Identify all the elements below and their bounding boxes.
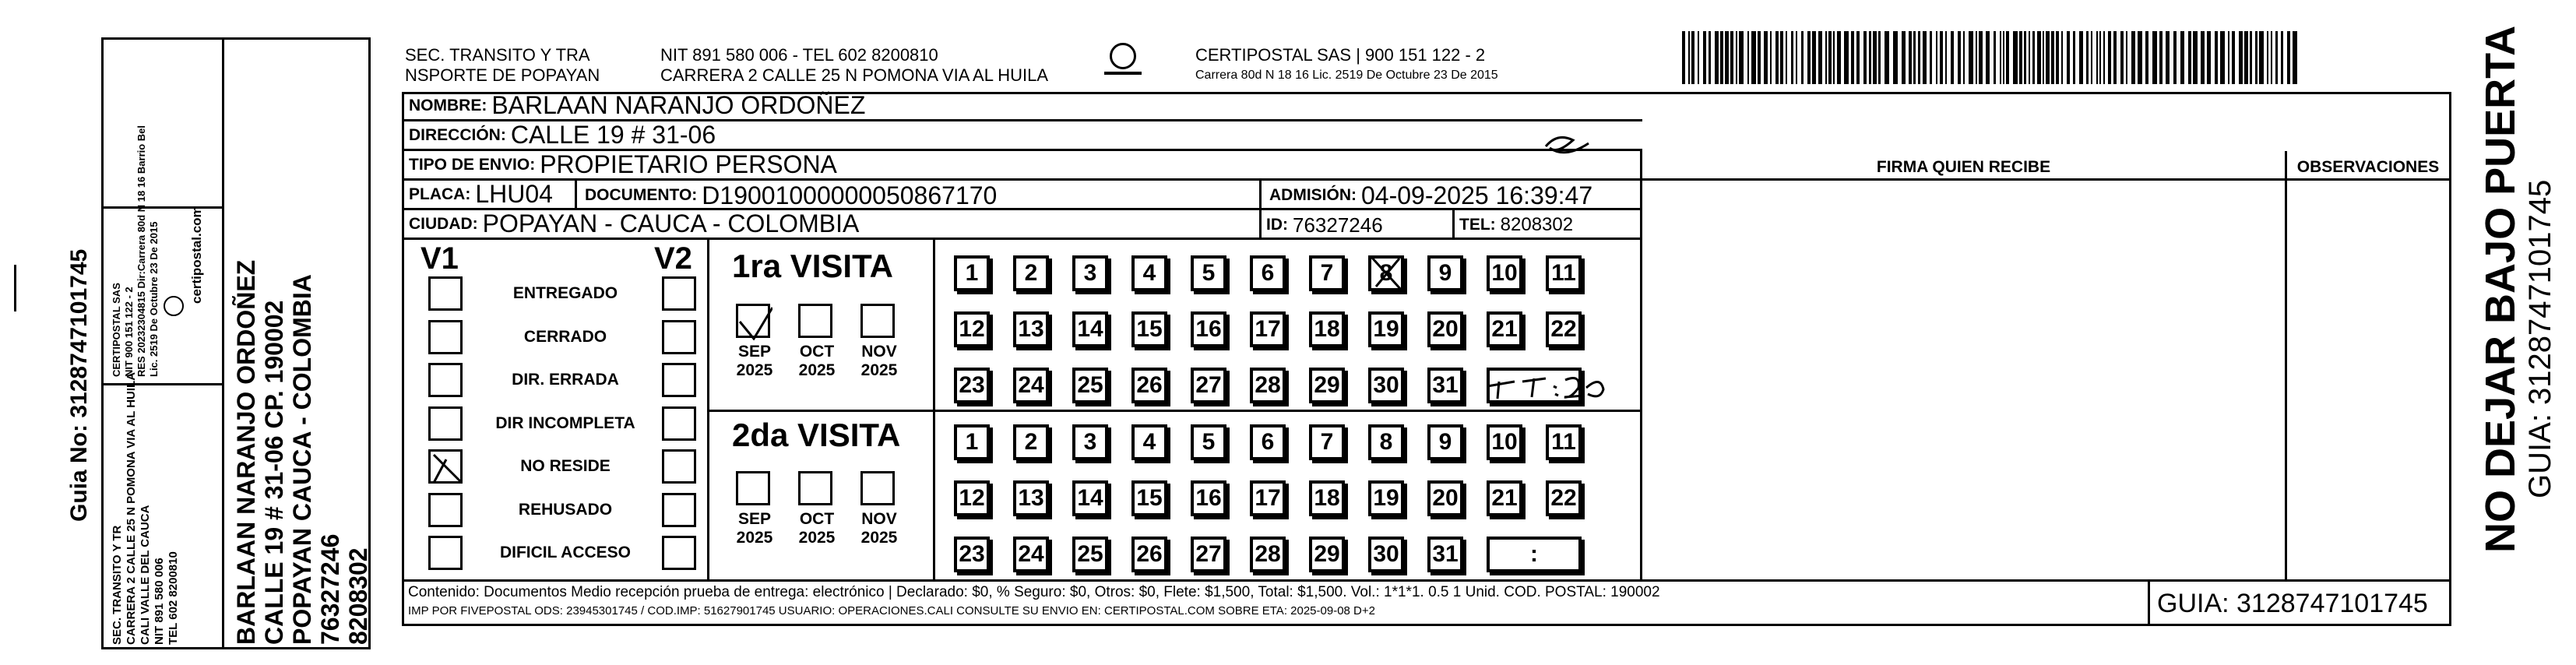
day-box[interactable]: 20 xyxy=(1427,311,1463,347)
documento-value: D19001000000050867170 xyxy=(702,181,998,209)
day-box[interactable]: 9 xyxy=(1427,255,1463,291)
placa-label: PLACA: xyxy=(409,185,471,203)
day-box[interactable]: 10 xyxy=(1487,424,1522,460)
day-box[interactable]: 25 xyxy=(1072,537,1108,572)
v1-checkbox[interactable] xyxy=(428,276,463,311)
month-label xyxy=(731,343,778,380)
day-check-mark xyxy=(1368,255,1406,297)
day-box[interactable]: 18 xyxy=(1309,480,1345,516)
sender-name-line1: SEC. TRANSITO Y TRA xyxy=(405,45,590,65)
visits-divider xyxy=(707,410,1640,412)
left-recipient-line: POPAYAN CAUCA - COLOMBIA xyxy=(288,274,316,645)
day-box[interactable]: 29 xyxy=(1309,537,1345,572)
day-box[interactable]: 12 xyxy=(954,311,990,347)
day-box[interactable]: 3 xyxy=(1072,424,1108,460)
left-sender-line: SEC. TRANSITO Y TR xyxy=(111,525,124,645)
day-box[interactable]: 31 xyxy=(1427,537,1463,572)
day-box[interactable]: 28 xyxy=(1250,537,1286,572)
month-year: 2025 xyxy=(736,529,773,547)
courier-logo-icon xyxy=(1110,43,1136,69)
day-box[interactable]: 2 xyxy=(1013,255,1049,291)
month-year: 2025 xyxy=(860,529,898,547)
day-box[interactable]: 6 xyxy=(1250,255,1286,291)
month-checkbox[interactable] xyxy=(798,471,832,505)
second-visit-label: 2da VISITA xyxy=(732,417,901,453)
left-courier-line: Lic. 2519 De Octubre 23 De 2015 xyxy=(148,221,160,377)
documento-cell xyxy=(580,181,997,210)
day-box[interactable]: 15 xyxy=(1131,480,1167,516)
left-courier-line: CERTIPOSTAL SAS xyxy=(111,283,122,377)
v2-checkbox[interactable] xyxy=(662,449,696,484)
day-box[interactable]: 30 xyxy=(1368,537,1404,572)
courier-name: CERTIPOSTAL SAS | 900 151 122 - 2 xyxy=(1195,45,1486,65)
month-checkbox[interactable] xyxy=(736,304,770,338)
sender-address: CARRERA 2 CALLE 25 N POMONA VIA AL HUILA xyxy=(660,65,1049,85)
courier-address: Carrera 80d N 18 16 Lic. 2519 De Octubre 23 De 2015 xyxy=(1195,69,1498,82)
courier-info-header xyxy=(1195,45,1498,86)
day-box[interactable]: 30 xyxy=(1368,368,1404,403)
left-tick xyxy=(14,265,16,311)
sender-info-header xyxy=(660,45,1048,86)
day-box[interactable]: 25 xyxy=(1072,368,1108,403)
day-box[interactable]: 8 xyxy=(1368,424,1404,460)
admision-label: ADMISIÓN: xyxy=(1269,186,1357,204)
tel-value: 8208302 xyxy=(1500,214,1574,235)
day-box[interactable]: 19 xyxy=(1368,311,1404,347)
v2-checkbox[interactable] xyxy=(662,536,696,570)
left-courier-block xyxy=(111,125,160,377)
obs-left-divider xyxy=(2285,151,2287,581)
month-year: 2025 xyxy=(860,361,898,379)
tipo-value: PROPIETARIO PERSONA xyxy=(540,150,837,178)
day-box[interactable]: 23 xyxy=(954,537,990,572)
day-box[interactable]: 4 xyxy=(1131,424,1167,460)
status-label: CERRADO xyxy=(523,327,607,346)
month-checkbox[interactable] xyxy=(798,304,832,338)
time-box[interactable]: : xyxy=(1487,537,1582,572)
day-box[interactable]: 8 xyxy=(1368,255,1404,291)
day-box[interactable]: 4 xyxy=(1131,255,1167,291)
day-box[interactable]: 3 xyxy=(1072,255,1108,291)
day-box[interactable]: 5 xyxy=(1191,424,1226,460)
tel-cell xyxy=(1455,210,1573,240)
day-box[interactable]: 9 xyxy=(1427,424,1463,460)
day-box[interactable]: 13 xyxy=(1013,480,1049,516)
nombre-label: NOMBRE: xyxy=(409,96,487,114)
v2-checkbox[interactable] xyxy=(662,363,696,397)
left-strip-divider xyxy=(222,37,224,649)
day-box[interactable]: 12 xyxy=(954,480,990,516)
month-label xyxy=(856,343,903,380)
status-label: DIR INCOMPLETA xyxy=(495,413,635,432)
month-checkbox[interactable] xyxy=(860,471,895,505)
ciudad-label: CIUDAD: xyxy=(409,214,478,233)
barcode xyxy=(1682,31,2305,84)
v1-checkbox[interactable] xyxy=(428,536,463,570)
left-courier-line: RES 20232304815 Dir:Carrera 80d N 18 16 Barrio Bel xyxy=(135,125,147,377)
observaciones-header: OBSERVACIONES xyxy=(2296,158,2440,176)
placa-divider xyxy=(575,181,577,210)
day-box[interactable]: 26 xyxy=(1131,368,1167,403)
month-name: NOV xyxy=(861,343,897,361)
day-box[interactable]: 14 xyxy=(1072,311,1108,347)
v1-checkbox[interactable] xyxy=(428,363,463,397)
day-box[interactable]: 11 xyxy=(1546,255,1582,291)
handwriting-mark xyxy=(1542,131,1596,162)
month-checkbox[interactable] xyxy=(860,304,895,338)
month-label xyxy=(856,510,903,547)
footer-divider xyxy=(402,579,2451,582)
v2-checkbox[interactable] xyxy=(662,493,696,527)
day-box[interactable]: 10 xyxy=(1487,255,1522,291)
first-visit-label: 1ra VISITA xyxy=(732,248,893,284)
day-box[interactable]: 16 xyxy=(1191,480,1226,516)
day-box[interactable]: 31 xyxy=(1427,368,1463,403)
left-recipient-line: CALLE 19 # 31-06 CP. 190002 xyxy=(260,300,288,645)
day-box[interactable]: 26 xyxy=(1131,537,1167,572)
status-label: DIFICIL ACCESO xyxy=(499,544,631,561)
day-box[interactable]: 16 xyxy=(1191,311,1226,347)
day-box[interactable]: 29 xyxy=(1309,368,1345,403)
admision-value: 04-09-2025 16:39:47 xyxy=(1361,181,1593,209)
id-label: ID: xyxy=(1266,216,1288,234)
status-label: REHUSADO xyxy=(518,500,613,519)
v2-checkbox[interactable] xyxy=(662,406,696,441)
day-box[interactable]: 5 xyxy=(1191,255,1226,291)
left-recipient-line: BARLAAN NARANJO ORDOÑEZ xyxy=(232,259,260,645)
day-box[interactable]: 14 xyxy=(1072,480,1108,516)
day-box[interactable]: 7 xyxy=(1309,424,1345,460)
footer-guia-divider xyxy=(2148,579,2150,626)
v2-label: V2 xyxy=(654,241,692,276)
direccion-label: DIRECCIÓN: xyxy=(409,125,506,144)
v2-checkbox[interactable] xyxy=(662,320,696,354)
month-name: OCT xyxy=(799,343,835,361)
month-name: OCT xyxy=(799,510,835,528)
status-label: ENTREGADO xyxy=(512,284,618,302)
month-year: 2025 xyxy=(798,529,836,547)
day-box[interactable]: 22 xyxy=(1546,311,1582,347)
courier-logo-underline xyxy=(1104,72,1142,75)
day-box[interactable]: 21 xyxy=(1487,311,1522,347)
month-year: 2025 xyxy=(798,361,836,379)
admision-cell xyxy=(1265,181,1592,210)
day-box[interactable]: 11 xyxy=(1546,424,1582,460)
no-dejar-bajo-puerta: NO DEJAR BAJO PUERTA xyxy=(2477,25,2524,553)
left-sender-line: CARRERA 2 CALLE 25 N POMONA VIA AL HUILA xyxy=(125,371,138,645)
footer-line2: IMP POR FIVEPOSTAL ODS: 23945301745 / COD.IMP: 51627901745 USUARIO: OPERACIONES.CALI CONSULTE SU ENVIO EN: CERTIPOSTAL.COM SOBRE ETA: 2025-09-08 D+2 xyxy=(408,604,1375,618)
handwritten-time xyxy=(1483,363,1608,403)
day-box[interactable]: 28 xyxy=(1250,368,1286,403)
month-label xyxy=(794,510,840,547)
left-sender-line: CALI VALLE DEL CAUCA xyxy=(139,505,152,645)
day-box[interactable]: 18 xyxy=(1309,311,1345,347)
month-name: SEP xyxy=(737,343,772,361)
day-box[interactable]: 6 xyxy=(1250,424,1286,460)
left-recipient-block xyxy=(232,260,372,645)
day-box[interactable]: 1 xyxy=(954,424,990,460)
direccion-row xyxy=(404,121,1642,151)
day-box[interactable]: 27 xyxy=(1191,537,1226,572)
id-cell xyxy=(1262,210,1383,240)
v2-checkbox[interactable] xyxy=(662,276,696,311)
month-name: SEP xyxy=(737,510,772,528)
day-box[interactable]: 7 xyxy=(1309,255,1345,291)
nombre-row xyxy=(404,92,1642,121)
day-box[interactable]: 13 xyxy=(1013,311,1049,347)
sender-name-line2: NSPORTE DE POPAYAN xyxy=(405,65,600,85)
v1-checkbox[interactable] xyxy=(428,320,463,354)
day-box[interactable]: 21 xyxy=(1487,480,1522,516)
left-sender-line: TEL 602 8200810 xyxy=(167,551,180,645)
ciudad-value: POPAYAN - CAUCA - COLOMBIA xyxy=(482,209,860,238)
left-courier-line: NIT 900 151 122 - 2 xyxy=(123,287,135,377)
left-recipient-line: 76327246 xyxy=(316,533,344,645)
status-label: NO RESIDE xyxy=(520,457,611,475)
day-box[interactable]: 2 xyxy=(1013,424,1049,460)
footer-line1: Contenido: Documentos Medio recepción prueba de entrega: electrónico | Declarado: $0, % Seguro: $0, Otros: $0, Flete: $1,500, Total: $1,500. Vol.: 1*1*1. 0.5 1 Unid. COD. POSTAL: 190002 xyxy=(408,584,1660,600)
tel-label: TEL: xyxy=(1459,216,1496,234)
status-label: DIR. ERRADA xyxy=(512,371,619,389)
firma-left-divider xyxy=(1640,151,1642,581)
month-label xyxy=(731,510,778,547)
day-box[interactable]: 27 xyxy=(1191,368,1226,403)
day-box[interactable]: 24 xyxy=(1013,537,1049,572)
month-checkbox[interactable] xyxy=(736,471,770,505)
tipo-label: TIPO DE ENVIO: xyxy=(409,155,536,174)
courier-logo-icon xyxy=(164,296,184,316)
guia-number-vertical: Guia No: 3128747101745 xyxy=(66,248,92,522)
v1-checkbox[interactable] xyxy=(428,493,463,527)
day-box[interactable]: 17 xyxy=(1250,311,1286,347)
sender-nit: NIT 891 580 006 - TEL 602 8200810 xyxy=(660,45,938,65)
day-box[interactable]: 24 xyxy=(1013,368,1049,403)
v1-checkbox[interactable] xyxy=(428,449,463,484)
v1-label: V1 xyxy=(421,241,459,276)
left-sender-block xyxy=(111,372,181,645)
v1-checkbox[interactable] xyxy=(428,406,463,441)
direccion-value: CALLE 19 # 31-06 xyxy=(510,121,716,149)
left-sender-line: NIT 891 580 006 xyxy=(153,558,166,645)
day-box[interactable]: 15 xyxy=(1131,311,1167,347)
right-guia-number: GUIA: 3128747101745 xyxy=(2523,179,2557,498)
firma-header: FIRMA QUIEN RECIBE xyxy=(1876,158,2051,176)
month-label xyxy=(794,343,840,380)
month-name: NOV xyxy=(861,510,897,528)
documento-label: DOCUMENTO: xyxy=(585,186,698,204)
left-website: certipostal.com xyxy=(189,206,204,304)
month-year: 2025 xyxy=(736,361,773,379)
day-box[interactable]: 17 xyxy=(1250,480,1286,516)
day-box[interactable]: 19 xyxy=(1368,480,1404,516)
day-box[interactable]: 22 xyxy=(1546,480,1582,516)
footer-guia: GUIA: 3128747101745 xyxy=(2157,589,2428,618)
day-box[interactable]: 20 xyxy=(1427,480,1463,516)
day-box[interactable]: 23 xyxy=(954,368,990,403)
nombre-value: BARLAAN NARANJO ORDOÑEZ xyxy=(491,91,866,119)
sender-name-header xyxy=(405,45,600,86)
left-recipient-line: 8208302 xyxy=(344,547,372,645)
id-value: 76327246 xyxy=(1293,213,1383,237)
day-box[interactable]: 1 xyxy=(954,255,990,291)
placa-value: LHU04 xyxy=(475,180,553,208)
